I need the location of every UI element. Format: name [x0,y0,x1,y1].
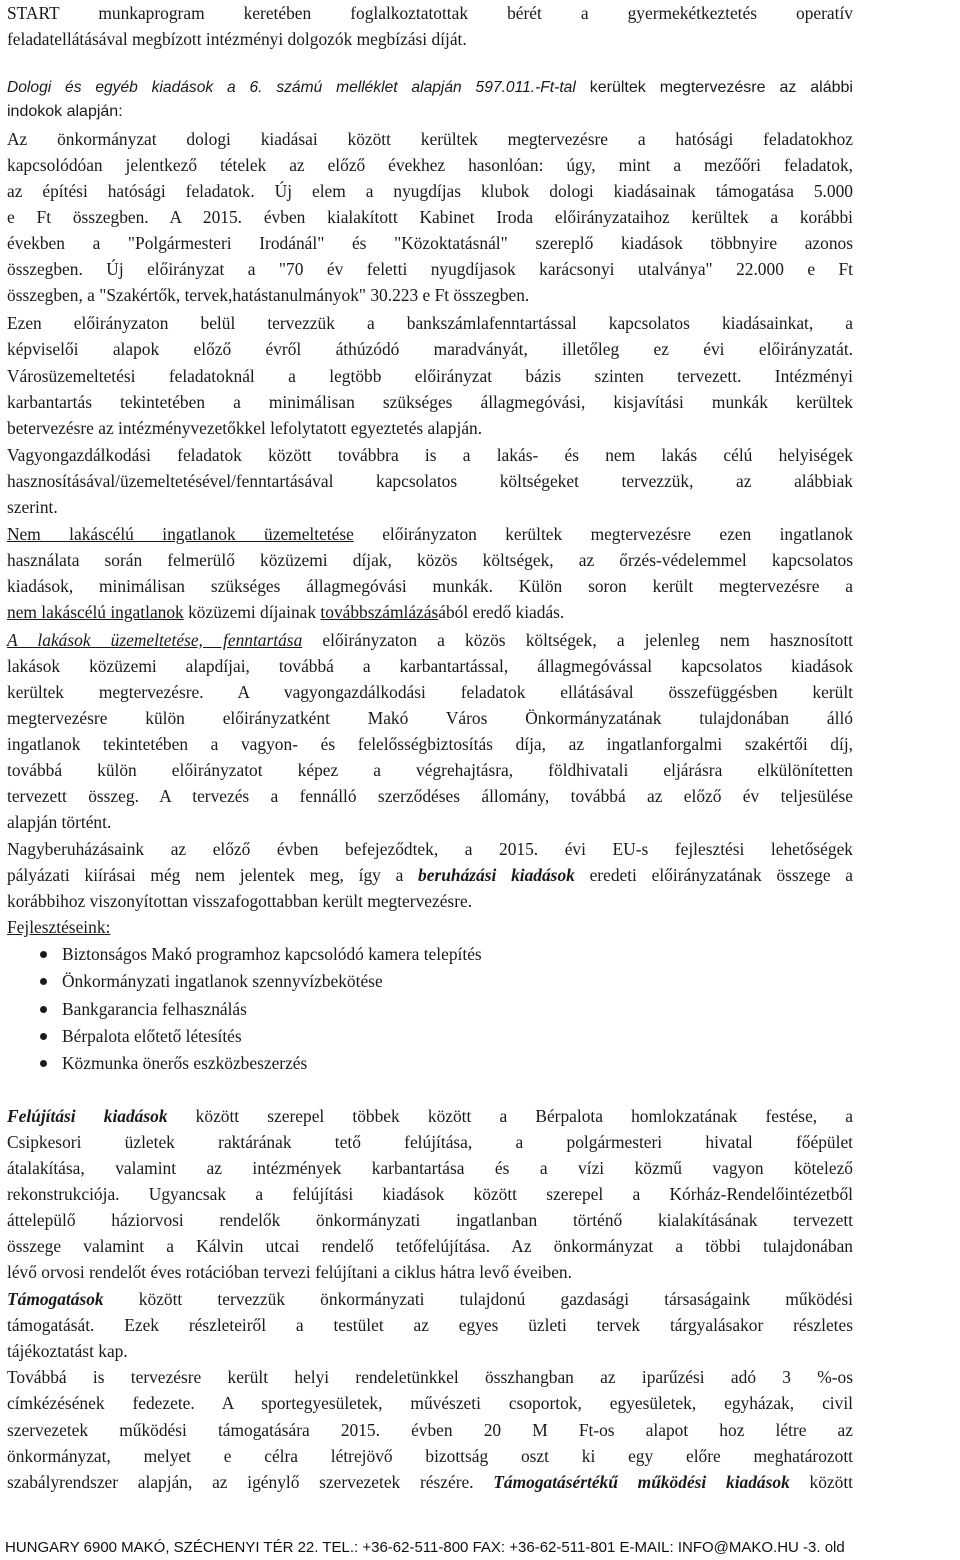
text-line: összegben. Új előirányzat a "70 év feletti nyugdíjasok karácsonyi utalványa" 22.000 e Ft [7,259,853,279]
text-line: START munkaprogram keretében foglalkoztatottak bérét a gyermekétkeztetés operatív [7,3,853,23]
text-line: tájékoztatást kap. [7,1341,128,1361]
text-line: Vagyongazdálkodási feladatok között továbbra is a lakás- és nem lakás célú helyiségek [7,445,853,465]
bold-italic-term: Felújítási kiadások [7,1106,168,1126]
text-line: szerint. [7,497,58,517]
text-line: Felújítási kiadások között szerepel többek között a Bérpalota homlokzatának festése, a [7,1106,853,1126]
text-line: Dologi és egyéb kiadások a 6. számú melléklet alapján 597.011.-Ft-tal kerültek megtervezésre az alábbi [7,79,853,96]
text-line: indokok alapján: [7,103,123,120]
underlined-heading: A lakások üzemeltetése, fenntartása [7,630,303,650]
text-line: Az önkormányzat dologi kiadásai között kerültek megtervezésre a hatósági feladatokhoz [7,129,853,149]
text-line: szabályrendszer alapján, az igénylő szervezetek részére. Támogatásértékű működési kiadások között [7,1472,853,1492]
text-line: áttelepülő háziorvosi rendelők önkormányzati ingatlanban történő kialakításának tervezett [7,1210,853,1230]
bullet-icon [40,1060,47,1067]
text-line: rekonstrukciója. Ugyancsak a felújítási kiadások között szerepel a Kórház-Rendelőintézetből [7,1184,853,1204]
text-line: e Ft összegben. A 2015. évben kialakított Kabinet Iroda előirányzataihoz kerültek a korábbi [7,207,853,227]
bold-italic-term: Támogatásértékű működési kiadások [493,1472,790,1492]
list-item: Biztonságos Makó programhoz kapcsolódó kamera telepítés [7,941,853,967]
text-line: szervezetek működési támogatására 2015. évben 20 M Ft-os alapot hoz létre az [7,1420,853,1440]
text-line: hasznosításával/üzemeltetésével/fenntartásával kapcsolatos költségeket tervezzük, az alábbiak [7,471,853,491]
text-line: kapcsolódóan jelentkező tételek az előző évekhez hasonlóan: úgy, mint a mezőőri feladatok, [7,155,853,175]
text-line: feladatellátásával megbízott intézményi dolgozók megbízási díját. [7,29,467,49]
text-line: kerültek megtervezésre. A vagyongazdálkodási feladatok ellátásával összefüggésben került [7,682,853,702]
text-line: kiadások, minimálisan szükséges állagmegóvási munkák. Külön soron került megtervezésre a [7,576,853,596]
text-line: önkormányzat, melyet e célra létrejövő bizottság oszt ki egy előre meghatározott [7,1446,853,1466]
text-line: képviselői alapok előző évről áthúzódó maradványát, illetőleg ez évi előirányzatát. [7,339,853,359]
bullet-icon [40,951,47,958]
list-item: Közmunka önerős eszközbeszerzés [7,1050,853,1076]
text-line: átalakítása, valamint az intézmények karbantartása és a vízi közmű vagyon kötelező [7,1158,853,1178]
text-line: Nem lakáscélú ingatlanok üzemeltetése előirányzaton kerültek megtervezésre ezen ingatlanok [7,524,853,544]
text-line: korábbihoz viszonyítottan visszafogottabban került megtervezésre. [7,891,473,911]
text-line: Csipkesori üzletek raktárának tető felújítása, a polgármesteri hivatal főépület [7,1132,853,1152]
text-line: Ezen előirányzaton belül tervezzük a bankszámlafenntartással kapcsolatos kiadásainkat, a [7,313,853,333]
text-line: tervezett összeg. A tervezés a fennálló szerződéses állomány, továbbá az előző év teljesülése [7,786,853,806]
text-line: betervezésre az intézményvezetőkkel lefolytatott egyeztetés alapján. [7,418,483,438]
text-line: támogatását. Ezek részleteiről a testület az egyes üzleti tervek tárgyalásakor részletes [7,1315,853,1335]
text-line: összege valamint a Kálvin utcai rendelő tetőfelújítása. Az önkormányzat a többi tulajdonában [7,1236,853,1256]
text-line: az építési hatósági feladatok. Új elem a nyugdíjas klubok dologi kiadásainak támogatása 5.000 [7,181,853,201]
list-item: Önkormányzati ingatlanok szennyvízbekötése [7,968,853,994]
bullet-icon [40,978,47,985]
text-line: lakások közüzemi alapdíjai, továbbá a karbantartással, állagmegóvással kapcsolatos kiadások [7,656,853,676]
text-line: megtervezésre külön előirányzatként Makó Város Önkormányzatának tulajdonában álló [7,708,853,728]
text-line: összegben, a "Szakértők, tervek,hatástanulmányok" 30.223 e Ft összegben. [7,285,530,305]
bullet-icon [40,1033,47,1040]
bullet-icon [40,1006,47,1013]
italic-heading: Dologi és egyéb kiadások a 6. számú melléklet alapján 597.011.-Ft-tal [7,79,576,96]
text-line: használata során felmerülő közüzemi díjak, közös költségek, az őrzés-védelemmel kapcsolatos [7,550,853,570]
text-line: Továbbá is tervezésre került helyi rendeletünkkel összhangban az iparűzési adó 3 %-os [7,1367,853,1387]
underlined-heading: Fejlesztéseink: [7,917,111,937]
bold-italic-term: Támogatások [7,1289,104,1309]
text-line: nem lakáscélú ingatlanok közüzemi díjainak továbbszámlázásából eredő kiadás. [7,602,565,622]
text-line: címkézésének fedezete. A sportegyesületek, művészeti csoportok, egyesületek, egyházak, civil [7,1393,853,1413]
text-line: alapján történt. [7,812,112,832]
text-line: Városüzemeltetési feladatoknál a legtöbb előirányzat bázis szinten tervezett. Intézményi [7,366,853,386]
list-item: Bankgarancia felhasználás [7,996,853,1022]
text-line: továbbá külön előirányzatot képez a végrehajtásra, földhivatali eljárásra elkülönítetten [7,760,853,780]
text-line [7,914,853,940]
underlined-heading: Nem lakáscélú ingatlanok üzemeltetése [7,524,354,544]
text-line: ingatlanok tekintetében a vagyon- és felelősségbiztosítás díja, az ingatlanforgalmi szakértői díj, [7,734,853,754]
text-line: pályázati kiírásai még nem jelentek meg, így a beruházási kiadások eredeti előirányzatának összege a [7,865,853,885]
text-line: Nagyberuházásaink az előző évben befejeződtek, a 2015. évi EU-s fejlesztési lehetőségek [7,839,853,859]
page-footer: HUNGARY 6900 MAKÓ, SZÉCHENYI TÉR 22. TEL.: +36-62-511-800 FAX: +36-62-511-801 E-MAIL: INFO@MAKO.HU -3. old [5,1539,845,1556]
text-line: A lakások üzemeltetése, fenntartása előirányzaton a közös költségek, a jelenleg nem hasznosított [7,630,853,650]
text-line: Támogatások között tervezzük önkormányzati tulajdonú gazdasági társaságaink működési [7,1289,853,1309]
list-item: Bérpalota előtető létesítés [7,1023,853,1049]
text-line: lévő orvosi rendelőt éves rotációban tervezi felújítani a ciklus hátra levő éveiben. [7,1262,572,1282]
text-line: években a "Polgármesteri Irodánál" és "Közoktatásnál" szereplő kiadások többnyire azonos [7,233,853,253]
text-line: karbantartás tekintetében a minimálisan szükséges állagmegóvási, kisjavítási munkák kerültek [7,392,853,412]
bold-italic-term: beruházási kiadások [418,865,575,885]
